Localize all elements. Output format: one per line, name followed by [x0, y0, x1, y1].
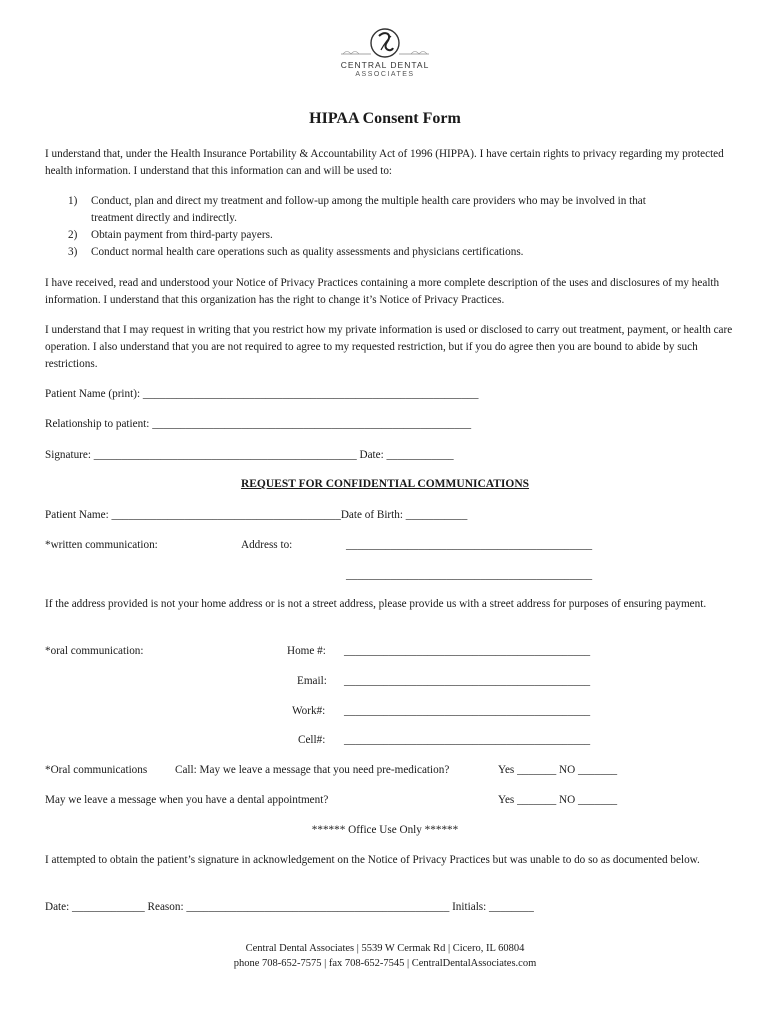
cell-phone-field[interactable]: ____________________________________________ — [344, 734, 591, 746]
restriction-paragraph: I understand that I may request in writing that you restrict how my private information is used or disclosed to carry out treatment, payment, or health care operation. I also understand that you are not required to agree to my requested restriction, but if you do agree then you are bound to abide by such restrictions. — [45, 324, 733, 370]
logo-name: CENTRAL DENTAL — [340, 60, 430, 70]
home-phone-field[interactable]: ____________________________________________ — [344, 645, 591, 657]
office-use-heading: ****** Office Use Only ****** — [311, 824, 459, 836]
patient-name-dob-field[interactable]: Patient Name: _________________________________________Date of Birth: ___________ — [45, 509, 468, 521]
logo-subname: ASSOCIATES — [355, 71, 415, 78]
oral-communication-label: *oral communication: — [45, 645, 144, 657]
page-title: HIPAA Consent Form — [309, 110, 461, 127]
written-communication-label: *written communication: — [45, 539, 158, 551]
patient-name-print-field[interactable]: Patient Name (print): ____________________________________________________________ — [45, 388, 479, 400]
list-item-1-line2: treatment directly and indirectly. — [91, 212, 237, 224]
list-item-2: Obtain payment from third-party payers. — [91, 229, 273, 241]
list-number-3: 3) — [68, 246, 78, 258]
premedication-question: Call: May we leave a message that you need pre-medication? — [175, 764, 450, 776]
address-to-label: Address to: — [241, 539, 293, 551]
address-note: If the address provided is not your home address or is not a street address, please provide us with a street address for purposes of ensuring payment. — [45, 598, 707, 610]
home-phone-label: Home #: — [287, 645, 326, 657]
email-field[interactable]: ____________________________________________ — [344, 675, 591, 687]
appointment-question: May we leave a message when you have a dental appointment? — [45, 794, 329, 806]
footer-address: Central Dental Associates | 5539 W Cermak Rd | Cicero, IL 60804 — [245, 943, 525, 954]
relationship-field[interactable]: Relationship to patient: _________________________________________________________ — [45, 418, 472, 430]
logo-emblem-icon — [335, 24, 435, 64]
list-number-2: 2) — [68, 229, 78, 241]
privacy-notice-paragraph: I have received, read and understood your Notice of Privacy Practices containing a more complete description of the uses and disclosures of my health information. I understand that this organization has the right to change it’s Notice of Privacy Practices. — [45, 277, 720, 306]
premedication-yes-no[interactable]: Yes _______ NO _______ — [498, 764, 618, 776]
intro-paragraph: I understand that, under the Health Insurance Portability & Accountability Act of 1996 (HIPPA). I have certain rights to privacy regarding my protected health information. I understand that this information can and will be used to: — [45, 148, 724, 177]
email-label: Email: — [297, 675, 327, 687]
oral-communications-label: *Oral communications — [45, 764, 148, 776]
company-logo — [335, 24, 435, 84]
list-item-1-line1: Conduct, plan and direct my treatment and follow-up among the multiple health care providers who may be involved in that — [91, 195, 646, 207]
work-phone-field[interactable]: ____________________________________________ — [344, 705, 591, 717]
work-phone-label: Work#: — [292, 705, 326, 717]
office-date-reason-initials-field[interactable]: Date: _____________ Reason: _______________________________________________ Initials: ________ — [45, 901, 534, 913]
list-number-1: 1) — [68, 195, 78, 207]
list-item-3: Conduct normal health care operations such as quality assessments and physicians certifications. — [91, 246, 524, 258]
address-line-1[interactable]: ____________________________________________ — [346, 539, 593, 551]
signature-date-field[interactable]: Signature: _______________________________________________ Date: ____________ — [45, 449, 454, 461]
address-line-2[interactable]: ____________________________________________ — [346, 569, 593, 581]
appointment-yes-no[interactable]: Yes _______ NO _______ — [498, 794, 618, 806]
office-note: I attempted to obtain the patient’s signature in acknowledgement on the Notice of Privacy Practices but was unable to do so as documented below. — [45, 854, 700, 866]
cell-phone-label: Cell#: — [298, 734, 326, 746]
request-heading: REQUEST FOR CONFIDENTIAL COMMUNICATIONS — [240, 478, 530, 490]
footer-contact: phone 708-652-7575 | fax 708-652-7545 | CentralDentalAssociates.com — [233, 958, 537, 969]
